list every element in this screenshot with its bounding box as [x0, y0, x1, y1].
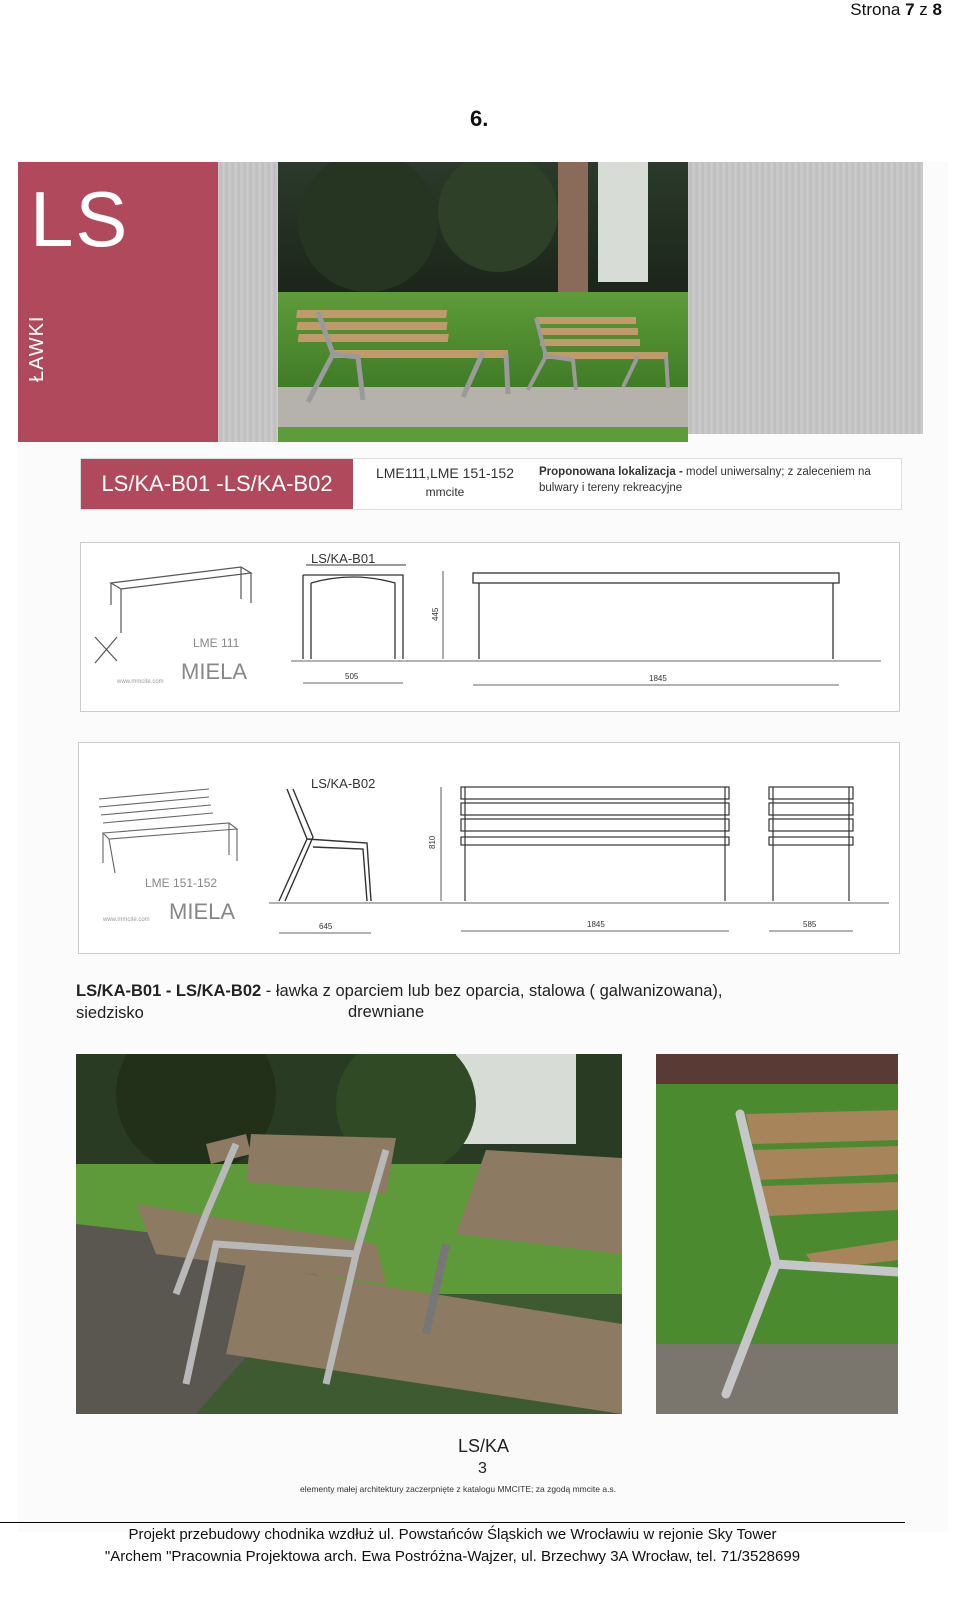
dim-height-b02: 810	[428, 835, 437, 849]
b02-side-profile	[279, 789, 371, 901]
description-text: - ławka z oparciem lub bez oparcia, stalowa ( galwanizowana),	[265, 982, 723, 1000]
dim-length-b01: 1845	[649, 674, 667, 683]
brand-category: ŁAWKI	[26, 315, 48, 382]
catalogue-footer-code: LS/KA	[458, 1436, 510, 1456]
bench-photo-park	[278, 162, 688, 442]
drawing2-model: LME 151-152	[145, 876, 218, 890]
drawing1-model: LME 111	[193, 636, 240, 650]
location-label: Proponowana lokalizacja -	[539, 466, 683, 478]
bench-description	[76, 980, 876, 1025]
drawing2-name: MIELA	[169, 899, 236, 924]
dim-width-b01: 505	[345, 672, 359, 681]
page-counter-sep: z	[919, 0, 928, 19]
catalogue-header	[80, 458, 902, 510]
b02-end-view	[769, 787, 853, 901]
brand-panel	[18, 162, 218, 442]
drawing-b01	[80, 542, 900, 712]
catalogue-footer-page: 3	[478, 1460, 487, 1477]
catalogue-footer-credit: elementy małej architektury zaczerpnięte z katalogu MMCITE; za zgodą mmcite a.s.	[300, 1484, 617, 1494]
header-model-name: LME111,LME 151-152	[375, 465, 514, 481]
page-counter-prefix: Strona	[850, 0, 901, 19]
page-counter	[850, 0, 942, 20]
dim-depth-b02: 645	[319, 922, 333, 931]
drawing1-name: MIELA	[181, 659, 248, 684]
drawing2-title: LS/KA-B02	[311, 776, 376, 791]
brand-logo: LS	[30, 175, 130, 263]
bench-photo-closeup	[76, 1054, 622, 1414]
b01-side-view	[303, 575, 403, 659]
catalogue-sheet	[18, 162, 948, 1532]
bench-photo-detail	[656, 1054, 898, 1414]
section-number: 6.	[470, 106, 489, 131]
description-code: LS/KA-B01 - LS/KA-B02	[76, 982, 262, 1000]
page-total: 8	[932, 0, 942, 19]
b02-front-view	[461, 787, 729, 901]
drawing2-site: www.mmcite.com	[103, 917, 150, 923]
page-current: 7	[905, 0, 915, 19]
dim-length-b02: 1845	[587, 920, 605, 929]
description-line2a: siedzisko	[76, 1004, 144, 1023]
footer-project-line: Projekt przebudowy chodnika wzdłuż ul. Powstańców Śląskich we Wrocławiu w rejonie Sky Tower	[128, 1526, 777, 1543]
grey-band-left	[218, 162, 278, 442]
header-code: LS/KA-B01 -LS/KA-B02	[81, 459, 353, 509]
dim-side-b02: 585	[803, 920, 817, 929]
drawing1-site: www.mmcite.com	[117, 679, 164, 685]
b01-front-view	[473, 573, 839, 659]
location-text: model uniwersalny; z zaleceniem na bulwary i tereny rekreacyjne	[539, 466, 871, 494]
drawing-b02	[78, 742, 900, 954]
header-location	[539, 465, 899, 496]
footer-author-line: "Archem "Pracownia Projektowa arch. Ewa Postróżna-Wajzer, ul. Brzechwy 3A Wrocław, tel. 71/3528699	[104, 1548, 801, 1565]
footer-rule	[0, 1522, 905, 1523]
description-line2b: drewniane	[348, 1003, 425, 1021]
header-model	[365, 465, 525, 499]
header-maker: mmcite	[425, 485, 465, 499]
grey-band-right	[688, 162, 923, 434]
drawing1-title: LS/KA-B01	[311, 551, 376, 566]
dim-height-b01: 445	[431, 607, 440, 621]
b02-perspective-sketch	[99, 789, 237, 873]
